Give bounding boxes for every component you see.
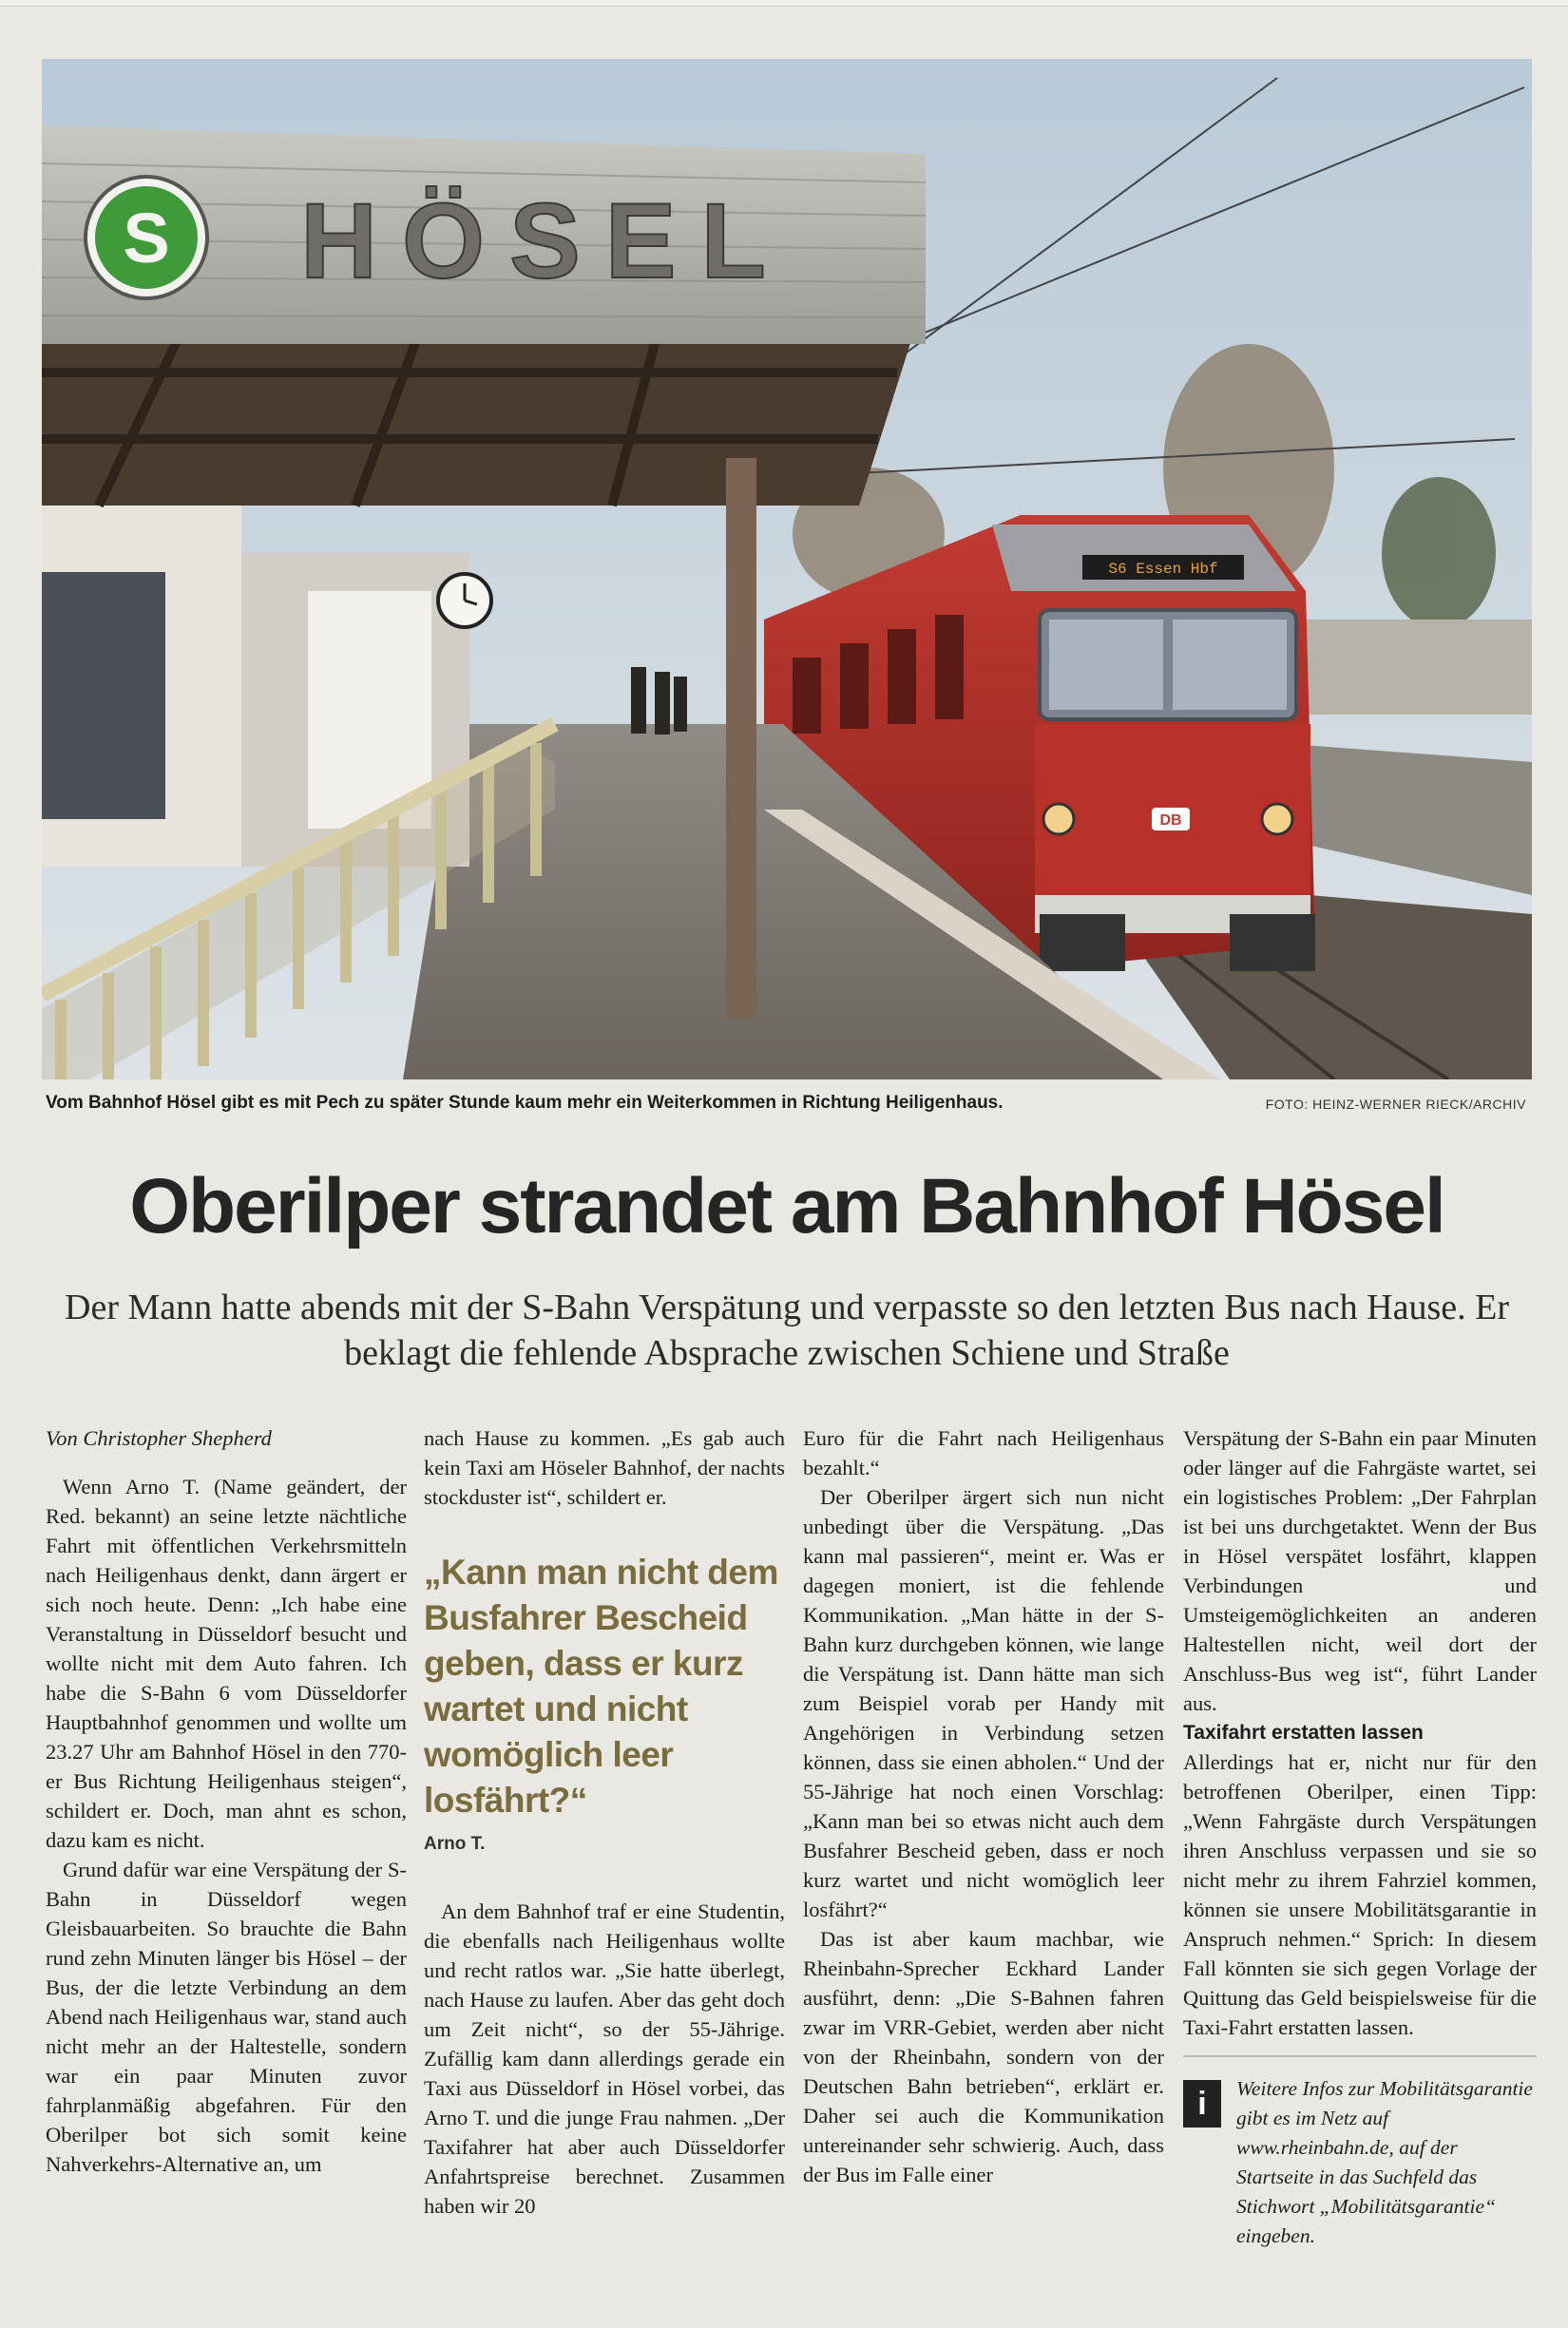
article-column-3 [803, 1423, 1164, 2189]
station-sign: HÖSEL [300, 181, 791, 300]
pull-quote-source: Arno T. [424, 1834, 486, 1854]
info-box [1183, 2074, 1537, 2251]
info-icon: i [1183, 2080, 1221, 2128]
article-column-2 [424, 1423, 785, 2221]
paragraph: An dem Bahnhof traf er eine Studentin, die ebenfalls nach Heiligenhaus wollte und recht ratlos war. „Sie hatte überlegt, nach Hause zu laufen. Aber das geht doch um Zeit nicht“, so der 55-Jährige. Zufällig kam dann allerdings gerade ein Taxi aus Düsseldorf in Hösel vorbei, das Arno T. und die junge Frau nahmen. „Der Taxifahrer hat aber auch Düsseldorfer Anfahrtspreise berechnet. Zusammen haben wir 20 [424, 1899, 785, 2218]
paragraph: Grund dafür war eine Verspätung der S-Bahn in Düsseldorf wegen Gleisbauarbeiten. So brauchte die Bahn rund zehn Minuten länger bis Hösel – der Bus, der die letzte Verbindung an dem Abend nach Heiligenhaus war, stand auch nicht mehr an der Haltestelle, sondern war ein paar Minuten zuvor fahrplanmäßig abgefahren. Für den Oberilper bot sich somit keine Nahverkehrs-Alternative an, um [46, 1858, 407, 2176]
paragraph: Der Oberilper ärgert sich nun nicht unbedingt über die Verspätung. „Das kann mal passieren“, meint er. Was er dagegen moniert, ist die fehlende Kommunikation. „Man hätte in der S-Bahn kurz durchgeben können, wie lange die Verspätung ist. Dann hätte man sich zum Beispiel vorab per Handy mit Angehörigen in Verbindung setzen können, dass sie einen abholen.“ Und der 55-Jährige hat noch einen Vorschlag: „Kann man bei so etwas nicht auch dem Busfahrer Bescheid geben, dass er noch kurz wartet und nicht womöglich leer losfährt?“ [803, 1485, 1164, 1921]
section-subheading: Taxifahrt erstatten lassen [1183, 1722, 1424, 1744]
info-divider [1183, 2055, 1537, 2057]
train-station-illustration [42, 59, 1532, 1079]
article-column-4 [1183, 1423, 1537, 2251]
article-headline: Oberilper strandet am Bahnhof Hösel [129, 1163, 1444, 1250]
pull-quote: „Kann man nicht dem Busfahrer Bescheid geben, dass er kurz wartet und nicht womöglich leer losfährt?“ [424, 1553, 778, 1820]
sbahn-logo-letter: S [123, 199, 170, 277]
train-destination-display: S6 Essen Hbf [1108, 561, 1218, 578]
photo-caption: Vom Bahnhof Hösel gibt es mit Pech zu später Stunde kaum mehr ein Weiterkommen in Richtung Heiligenhaus. [46, 1093, 1004, 1113]
paragraph: Euro für die Fahrt nach Heiligenhaus bezahlt.“ [803, 1426, 1164, 1479]
paragraph: Allerdings hat er, nicht nur für den betroffenen Oberilper, einen Tipp: „Wenn Fahrgäste durch Verspätungen ihren Anschluss verpassen und sie so nicht mehr zu ihrem Fahrziel kommen, können sie unsere Mobilitätsgarantie in Anspruch nehmen.“ Sprich: In diesem Fall könnten sie sich gegen Vorlage der Quittung das Geld beispielsweise für die Taxi-Fahrt erstatten lassen. [1183, 1750, 1537, 2039]
db-logo: DB [1159, 812, 1182, 829]
byline: Von Christopher Shepherd [46, 1426, 272, 1450]
paragraph: Wenn Arno T. (Name geändert, der Red. bekannt) an seine letzte nächtliche Fahrt mit öffentlichen Verkehrsmitteln nach Heiligenhaus denkt, dann ärgert er sich noch heute. Denn: „Ich habe eine Veranstaltung in Düsseldorf besucht und wollte nicht mit dem Auto fahren. Ich habe die S-Bahn 6 vom Düsseldorfer Hauptbahnhof genommen und wollte um 23.27 Uhr am Bahnhof Hösel in den 770-er Bus Richtung Heiligenhaus steigen“, schildert er. Doch, man ahnt es schon, dazu kam es nicht. [46, 1475, 407, 1852]
paragraph: Verspätung der S-Bahn ein paar Minuten oder länger auf die Fahrgäste wartet, sei ein logistisches Problem: „Der Fahrplan ist bei uns durchgetaktet. Wenn der Bus in Hösel verspätet losfährt, klappen Verbindungen und Umsteigemöglichkeiten an anderen Haltestellen nicht, weil dort der Anschluss-Bus weg ist“, führt Lander aus. [1183, 1426, 1537, 1715]
paragraph: nach Hause zu kommen. „Es gab auch kein Taxi am Höseler Bahnhof, der nachts stockduster ist“, schildert er. [424, 1426, 785, 1509]
article-subheadline: Der Mann hatte abends mit der S-Bahn Verspätung und verpasste so den letzten Bus nach Hause. Er beklagt die fehlende Absprache zwischen Schiene und Straße [65, 1288, 1509, 1373]
article-photo [42, 59, 1532, 1079]
page-top-rule [0, 0, 1568, 7]
paragraph: Das ist aber kaum machbar, wie Rheinbahn-Sprecher Eckhard Lander ausführt, denn: „Die S-Bahnen fahren zwar im VRR-Gebiet, werden aber nicht von der Rheinbahn, sondern von der Deutschen Bahn betrieben“, erklärt er. Daher sei auch die Kommunikation untereinander sehr schwierig. Auch, dass der Bus im Falle einer [803, 1927, 1164, 2186]
photo-caption-bar [42, 1089, 1532, 1117]
photo-credit: FOTO: HEINZ-WERNER RIECK/ARCHIV [1265, 1097, 1526, 1112]
article-column-1 [46, 1423, 407, 2179]
info-text: Weitere Infos zur Mobilitätsgarantie gibt es im Netz auf www.rheinbahn.de, auf der Startseite in das Suchfeld das Stichwort „Mobilitätsgarantie“ eingeben. [1236, 2077, 1533, 2247]
